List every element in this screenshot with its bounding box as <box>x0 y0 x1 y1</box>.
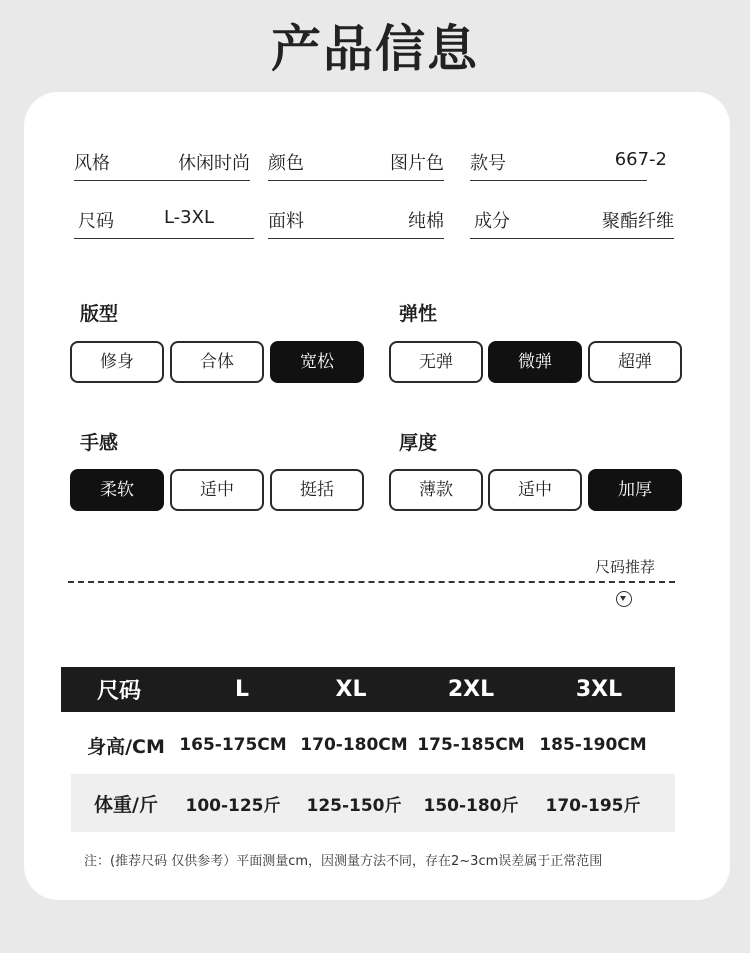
header-cell: 3XL <box>575 677 623 702</box>
thickness-option-thin: 薄款 <box>389 469 483 511</box>
fit-option-regular: 合体 <box>170 341 264 383</box>
feel-option-soft: 柔软 <box>70 469 164 511</box>
info-value: 休闲时尚 <box>178 153 250 174</box>
table-row <box>71 774 675 832</box>
thickness-option-thick: 加厚 <box>588 469 682 511</box>
feel-option-medium: 适中 <box>170 469 264 511</box>
header-cell: 尺码 <box>96 679 141 704</box>
feel-option-stiff: 挺括 <box>270 469 364 511</box>
table-cell: 185-190CM <box>539 735 647 755</box>
info-value: 图片色 <box>390 153 444 174</box>
elasticity-option-slight: 微弹 <box>488 341 582 383</box>
info-size <box>74 199 254 239</box>
row-label: 身高/CM <box>87 735 165 758</box>
info-label: 面料 <box>268 211 304 232</box>
info-value: 聚酯纤维 <box>602 211 674 232</box>
table-cell: 100-125斤 <box>185 795 281 816</box>
elasticity-option-none: 无弹 <box>389 341 483 383</box>
info-label: 尺码 <box>78 211 114 232</box>
dashed-divider <box>68 581 675 583</box>
info-label: 颜色 <box>268 153 304 174</box>
size-recommend-label: 尺码推荐 <box>595 558 656 576</box>
attr-fit-title: 版型 <box>80 303 119 325</box>
fit-option-slim: 修身 <box>70 341 164 383</box>
header-cell: XL <box>335 677 367 702</box>
info-label: 成分 <box>474 211 510 232</box>
info-model-number <box>470 141 667 181</box>
info-fabric <box>268 199 444 239</box>
info-label: 风格 <box>74 153 110 174</box>
table-cell: 165-175CM <box>179 735 287 755</box>
table-cell: 175-185CM <box>417 735 525 755</box>
info-label: 款号 <box>470 153 506 174</box>
table-cell: 170-195斤 <box>545 795 641 816</box>
header-cell: L <box>234 677 250 702</box>
chevron-down-icon <box>616 591 632 607</box>
attr-thickness-title: 厚度 <box>399 432 438 454</box>
thickness-option-medium: 适中 <box>488 469 582 511</box>
attr-feel-title: 手感 <box>80 432 119 454</box>
info-value: 纯棉 <box>408 211 444 232</box>
attr-elasticity-title: 弹性 <box>399 303 438 325</box>
info-composition <box>470 199 674 239</box>
info-value: 667-2 <box>614 149 667 170</box>
table-row <box>71 716 675 774</box>
page-title: 产品信息 <box>271 20 479 78</box>
info-color <box>268 141 444 181</box>
table-cell: 150-180斤 <box>423 795 519 816</box>
info-style <box>74 141 250 181</box>
table-cell: 170-180CM <box>300 735 408 755</box>
measurement-note: 注：(推荐尺码 仅供参考）平面测量cm，因测量方法不同，存在2~3cm误差属于正常范围 <box>84 854 603 869</box>
size-table-header <box>61 667 675 712</box>
elasticity-option-super: 超弹 <box>588 341 682 383</box>
header-cell: 2XL <box>447 677 495 702</box>
table-cell: 125-150斤 <box>306 795 402 816</box>
fit-option-loose: 宽松 <box>270 341 364 383</box>
row-label: 体重/斤 <box>94 793 158 816</box>
info-value: L-3XL <box>163 207 214 228</box>
